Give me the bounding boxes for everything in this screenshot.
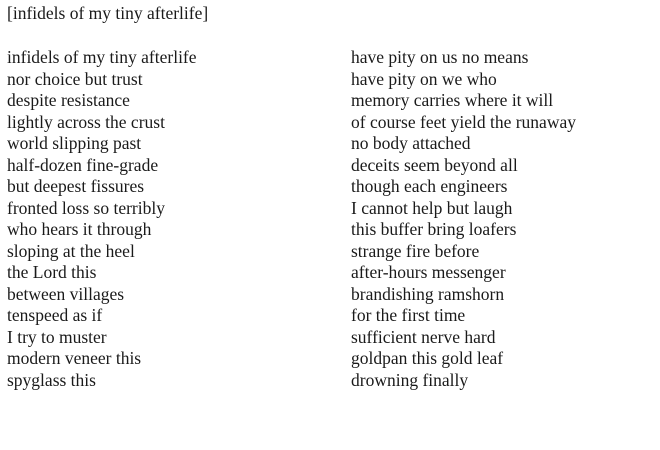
poem-column-left [7,47,197,391]
poem-line: strange fire before [351,240,480,261]
poem-line: have pity on us no means [351,47,529,67]
poem-line: deceits seem beyond all [351,154,518,175]
poem-line: though each engineers [351,176,508,196]
poem-line: drowning finally [351,369,469,390]
poem-line: for the first time [351,305,466,325]
poem-line: infidels of my tiny afterlife [7,47,197,67]
poem-line: no body attached [351,133,471,153]
poem-line: of course feet yield the runaway [351,111,576,132]
poem-line: the Lord this [7,262,97,282]
poem-line: I try to muster [7,326,107,347]
poem-line: brandishing ramshorn [351,283,505,304]
poem-line: memory carries where it will [351,90,554,110]
poem-line: despite resistance [7,90,130,110]
poem-line: after-hours messenger [351,262,506,282]
poem-line: goldpan this gold leaf [351,348,504,368]
poem-line: tenspeed as if [7,305,103,325]
poem-line: I cannot help but laugh [351,197,513,218]
poem-column-right [351,47,576,391]
poem-line: have pity on we who [351,68,497,89]
poem-line: fronted loss so terribly [7,197,165,218]
poem-line: modern veneer this [7,348,142,368]
poem-line: sloping at the heel [7,240,135,261]
poem-line: who hears it through [7,219,152,239]
poem-line: but deepest fissures [7,176,145,196]
poem-title: [infidels of my tiny afterlife] [7,3,209,23]
poem-line: sufficient nerve hard [351,326,496,347]
poem-line: spyglass this [7,369,96,390]
poem-line: half-dozen fine-grade [7,154,159,175]
poem-line: between villages [7,283,125,304]
poem-line: lightly across the crust [7,111,165,132]
poem-line: this buffer bring loafers [351,219,517,239]
poem-line: world slipping past [7,133,142,153]
poem-line: nor choice but trust [7,68,143,89]
